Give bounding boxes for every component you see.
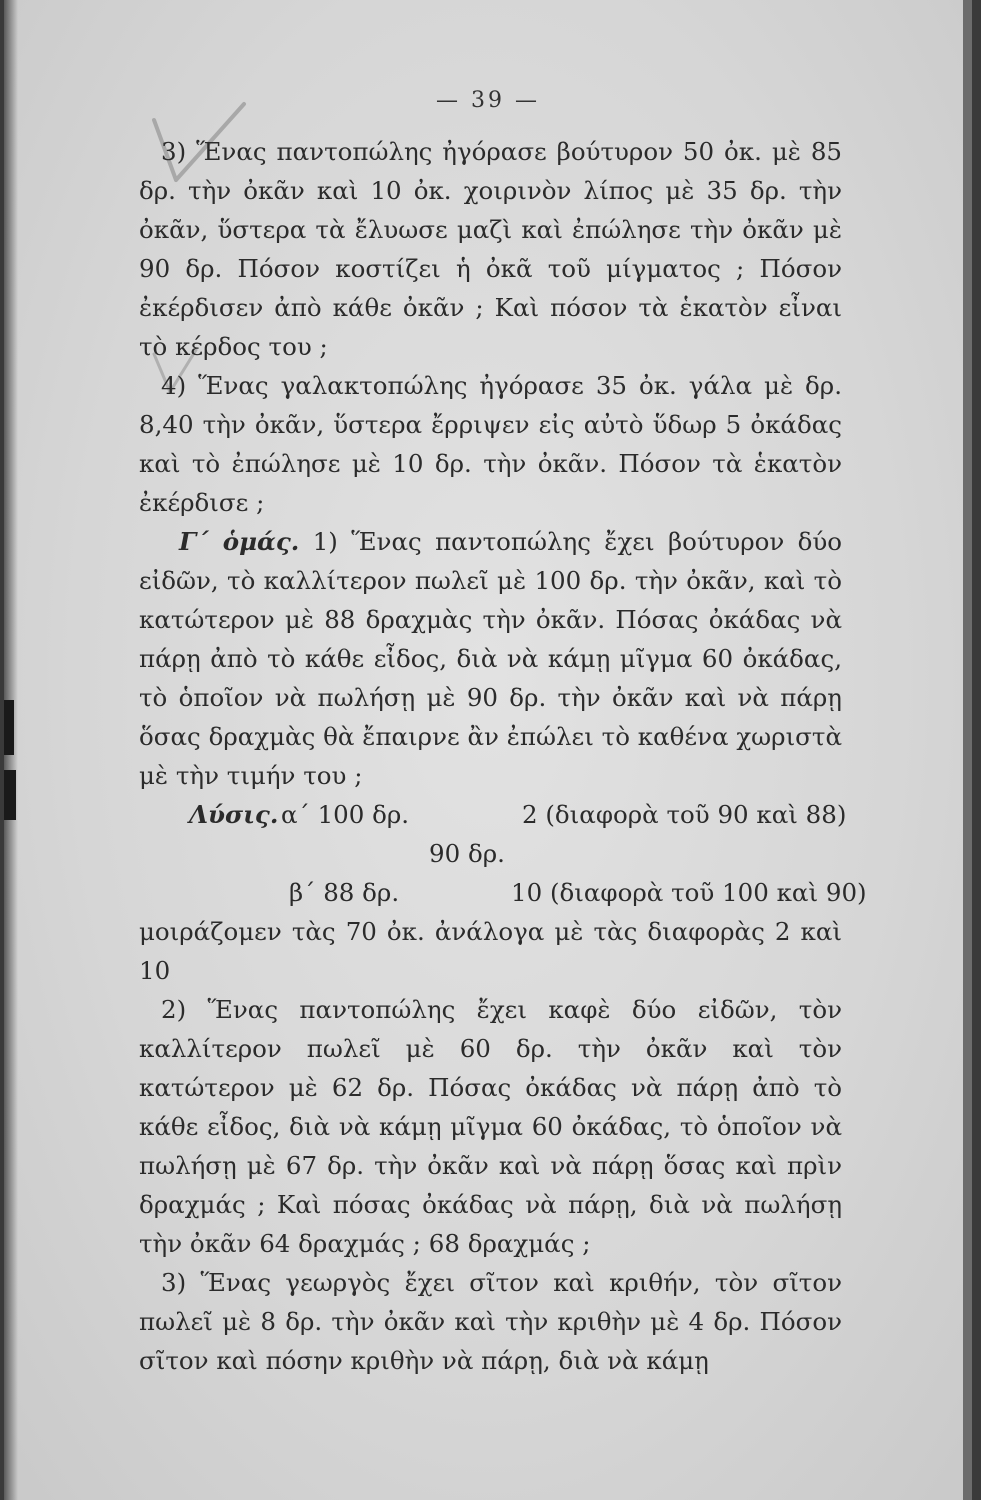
solution-row-mid: [139, 834, 842, 873]
group-problem-2: 2) Ἕνας παντοπώλης ἔχει καφὲ δύο εἰδῶν, τὸν καλλίτερον πωλεῖ μὲ 60 δρ. τὴν ὀκᾶν καὶ τὸν κατώτερον μὲ 62 δρ. Πόσας ὀκάδας νὰ πάρῃ ἀπὸ τὸ κάθε εἶδος, διὰ νὰ κάμῃ μῖγμα 60 ὀκάδας, τὸ ὁποῖον νὰ πωλήσῃ μὲ 67 δρ. τὴν ὀκᾶν καὶ νὰ πάρῃ ὅσας καὶ πρὶν δραχμάς ; Καὶ πόσας ὀκάδας νὰ πάρῃ, διὰ νὰ πωλήσῃ τὴν ὀκᾶν 64 δραχμάς ; 68 δραχμάς ;: [139, 995, 842, 1258]
group-problem-1-text: 1) Ἕνας παντοπώλης ἔχει βούτυρον δύο εἰδῶν, τὸ καλλίτερον πωλεῖ μὲ 100 δρ. τὴν ὀκᾶν, καὶ τὸ κατώτερον μὲ 88 δραχμὰς τὴν ὀκᾶν. Πόσας ὀκάδας νὰ πάρῃ ἀπὸ τὸ κάθε εἶδος, διὰ νὰ κάμῃ μῖγμα 60 ὀκάδας, τὸ ὁποῖον νὰ πωλήσῃ μὲ 90 δρ. τὴν ὀκᾶν καὶ νὰ πάρῃ ὅσας δραχμὰς θὰ ἔπαιρνε ἂν ἐπώλει τὸ καθένα χωριστὰ μὲ τὴν τιμήν του ;: [139, 527, 843, 790]
solution-row-a-right: 2 (διαφορὰ τοῦ 90 καὶ 88): [522, 800, 847, 829]
group-problem-1: [139, 522, 842, 795]
solution-row-a-left: α΄ 100 δρ.: [281, 800, 410, 829]
solution-text: μοιράζομεν τὰς 70 ὀκ. ἀνάλογα μὲ τὰς διαφορὰς 2 καὶ 10: [139, 917, 842, 985]
solution-row-mid-value: 90 δρ.: [429, 839, 505, 868]
solution-label: Λύσις.: [189, 800, 279, 829]
solution-row-a: [139, 795, 847, 834]
binding-mark: [4, 770, 16, 820]
page-edge: [963, 0, 972, 1500]
group-label: Γ΄ ὁμάς.: [179, 527, 300, 556]
solution-row-b-right: 10 (διαφορὰ τοῦ 100 καὶ 90): [511, 878, 867, 907]
page-body: [139, 132, 867, 1380]
problem-3: 3) Ἕνας παντοπώλης ἠγόρασε βούτυρον 50 ὀκ. μὲ 85 δρ. τὴν ὀκᾶν καὶ 10 ὀκ. χοιρινὸν λίπος μὲ 35 δρ. τὴν ὀκᾶν, ὕστερα τὰ ἔλυωσε μαζὶ καὶ ἐπώλησε τὴν ὀκᾶν μὲ 90 δρ. Πόσον κοστίζει ἡ ὀκᾶ τοῦ μίγματος ; Πόσον ἐκέρδισεν ἀπὸ κάθε ὀκᾶν ; Καὶ πόσον τὰ ἑκατὸν εἶναι τὸ κέρδος του ;: [139, 137, 842, 361]
binding-mark: [4, 700, 14, 755]
book-page: [4, 0, 972, 1500]
page-number: — 39 —: [436, 88, 540, 113]
solution-row-b-left: β΄ 88 δρ.: [289, 878, 400, 907]
group-problem-3: 3) Ἕνας γεωργὸς ἔχει σῖτον καὶ κριθήν, τὸν σῖτον πωλεῖ μὲ 8 δρ. τὴν ὀκᾶν καὶ τὴν κριθὴν μὲ 4 δρ. Πόσον σῖτον καὶ πόσην κριθὴν νὰ πάρῃ, διὰ νὰ κάμῃ: [139, 1268, 842, 1375]
problem-4: 4) Ἕνας γαλακτοπώλης ἠγόρασε 35 ὀκ. γάλα μὲ δρ. 8,40 τὴν ὀκᾶν, ὕστερα ἔρριψεν εἰς αὐτὸ ὕδωρ 5 ὀκάδας καὶ τὸ ἐπώλησε μὲ 10 δρ. τὴν ὀκᾶν. Πόσον τὰ ἑκατὸν ἐκέρδισε ;: [139, 371, 842, 517]
solution-row-b: [139, 873, 867, 912]
